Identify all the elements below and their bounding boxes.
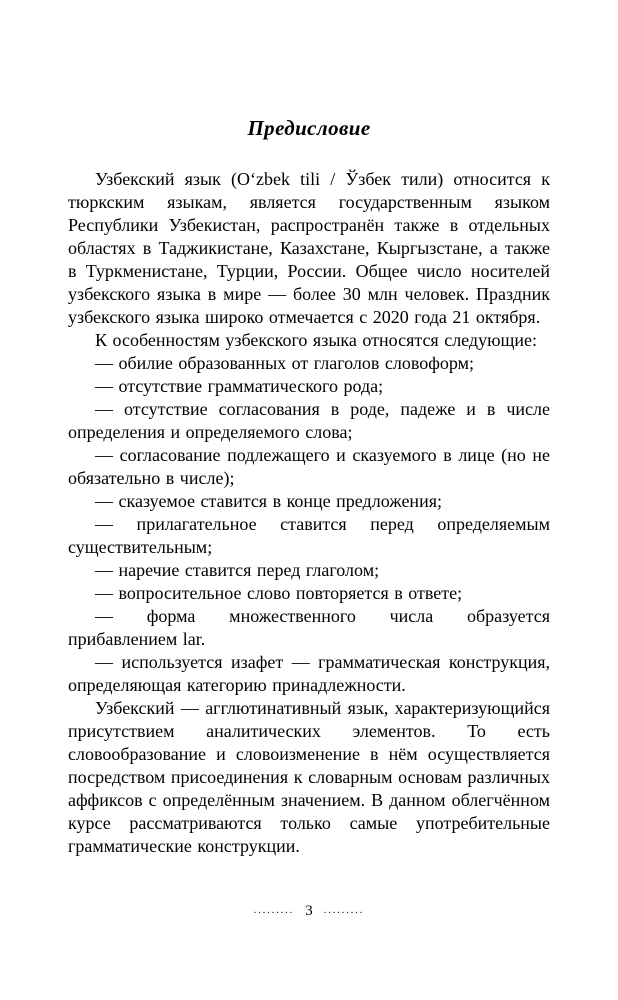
footer-dots-right: ......... xyxy=(323,905,365,916)
list-item-dash: — согласование подлежащего и сказуемого в лице (но не обязательно в числе); xyxy=(68,445,550,488)
page-number: 3 xyxy=(305,903,313,919)
body-text xyxy=(68,168,550,858)
list-item-dash: — отсутствие грамматического рода; xyxy=(95,376,384,396)
paragraph-conclusion: Узбекский — агглютинативный язык, характеризующийся присутствием аналитических элементов. То есть словообразование и словоизменение в нём осуществляется посредством присоединения к словарным основам различных аффиксов с определённым значением. В данном облегчённом курсе рассматриваются только самые употребительные грамматические конструкции. xyxy=(68,698,550,856)
paragraph-intro: Узбекский язык (O‘zbek tili / Ўзбек тили) относится к тюркским языкам, является государственным языком Республики Узбекистан, распространён также в отдельных областях в Таджикистане, Казахстане, Кыргызстане, а также в Туркменистане, Турции, России. Общее число носителей узбекского языка в мире — более 30 млн человек. Праздник узбекского языка широко отмечается с 2020 года 21 октября. xyxy=(68,169,550,327)
chapter-title: Предисловие xyxy=(247,116,371,140)
page-footer xyxy=(0,902,618,920)
paragraph-lead-in: К особенностям узбекского языка относятся следующие: xyxy=(95,330,538,350)
list-item-dash: — вопросительное слово повторяется в ответе; xyxy=(95,583,463,603)
list-item-dash: — форма множественного числа образуется прибавлением lar. xyxy=(68,606,550,649)
footer-dots-left: ......... xyxy=(253,905,295,916)
list-item-dash: — сказуемое ставится в конце предложения; xyxy=(95,491,442,511)
list-item-dash: — используется изафет — грамматическая конструкция, определяющая категорию принадлежности. xyxy=(68,652,550,695)
list-item-dash: — отсутствие согласования в роде, падеже и в числе определения и определяемого слова; xyxy=(68,399,550,442)
list-item-dash: — обилие образованных от глаголов словоформ; xyxy=(95,353,475,373)
list-item-dash: — наречие ставится перед глаголом; xyxy=(95,560,380,580)
list-item-dash: — прилагательное ставится перед определяемым существительным; xyxy=(68,514,550,557)
